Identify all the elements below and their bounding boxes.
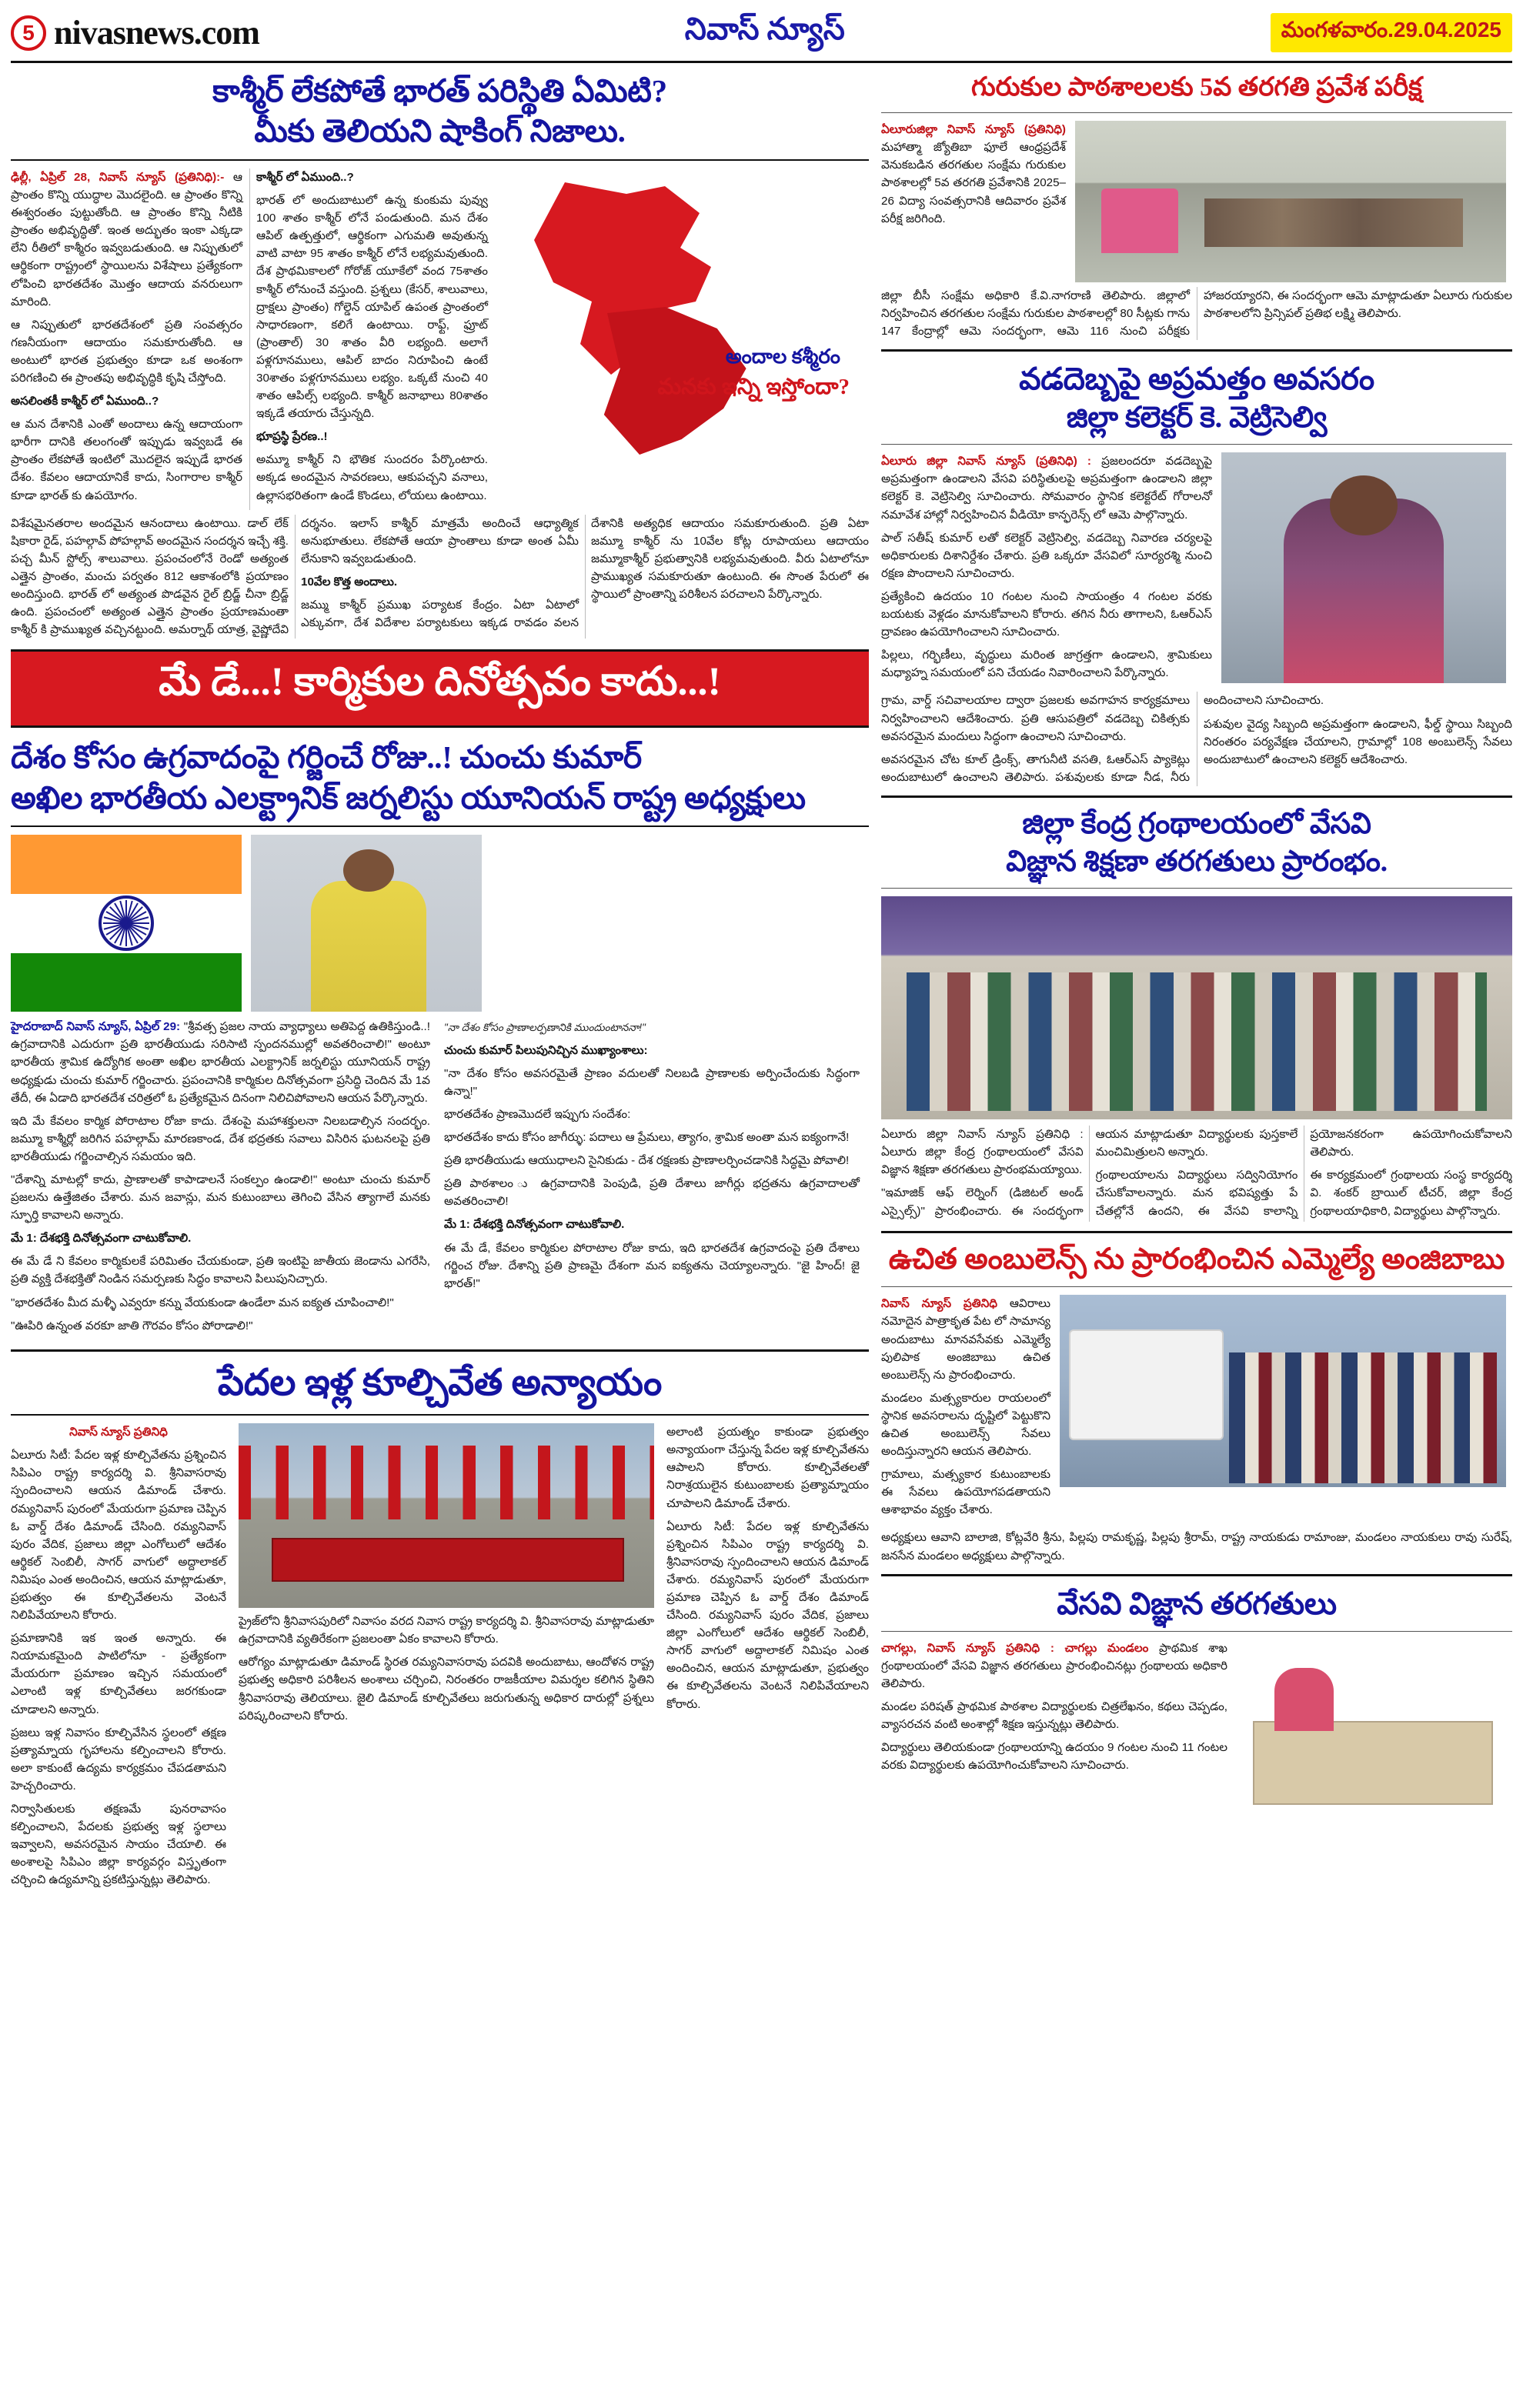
poor-house-body-col3	[666, 1423, 869, 1894]
lead-para-3: ఆ మన దేశానికి ఎంతో అందాలు ఉన్న ఆదాయంగా భారీగా దానికి తలంగంతో ఇప్పుడు ఇవ్వబడే ఈ ప్రాంతం లేకపోతే ఇంటిలో మొదలైన ఇప్పుడే భారత దేశం. కేవలం ఆదాయానికే కాదు, సింగారాల కాశ్మీర్ కూడా భారత్ కు ఉపయోగం.	[11, 418, 242, 502]
mayday-para-4: ఈ మే డే ని కేవలం కార్మికులకే పరిమితం చేయకుండా, ప్రతి ఇంటిపై జాతీయ జెండాను ఎగరేసి, ప్రతి వ్యక్తి దేశభక్తితో నిండిన సమర్పణకు సిద్ధం కావాలని పిలుపునిచ్చారు.	[11, 1255, 430, 1286]
mayday-figures	[11, 835, 869, 1012]
heatwave-story	[881, 359, 1512, 785]
mayday-subhead-line2: అఖిల భారతీయ ఎలక్ట్రానిక్ జర్నలిస్టు యూనియన్ రాష్ట్ర అధ్యక్షులు	[11, 779, 806, 815]
ambulance-byline: నివాస్ న్యూస్ ప్రతినిధి	[881, 1297, 997, 1311]
divider	[881, 795, 1512, 798]
lead-headline-line1: కాశ్మీర్ లేకపోతే భారత్ పరిస్థితి ఏమిటి?	[212, 73, 667, 108]
summer-classes-story	[881, 1584, 1512, 1816]
ambulance-photo	[1060, 1295, 1506, 1487]
mayday-right-para-3: భారతదేశం కాదు కోసం జాగీర్ళు: పదాలు ఆ ప్రేమలు, త్యాగం, శ్రామిక అంతా మన ఐక్యంగానే!	[444, 1131, 850, 1145]
mayday-right-para-5: ప్రతి పాఠశాలం ు ఉగ్రవాదానికి పెంపుడి, ప్రతి దేశాలు జాగీర్లు భద్రతను ఉగ్రవాదాలతో అవతరించాలి!	[444, 1177, 860, 1209]
paper-title: నివాస్ న్యూస్	[684, 12, 845, 46]
flag-saffron-band	[11, 835, 242, 894]
masthead	[11, 8, 1512, 63]
heatwave-headline-line1: వడదెబ్బపై అప్రమత్తం అవసరం	[1019, 362, 1374, 397]
heatwave-para-3: పిల్లలు, గర్భిణీలు, వృద్ధులు మరింత జాగ్రత్తగా ఉండాలని, శ్రామికులు మధ్యాహ్న సమయంలో పని చేయడం నివారించాలని పేర్కొన్నారు.	[881, 649, 1212, 680]
mayday-para-6: "ఊపిరి ఉన్నంత వరకూ జాతి గౌరవం కోసం పోరాడాలి!"	[11, 1319, 253, 1332]
mayday-body-left	[11, 1018, 430, 1340]
poor-house-body-col1	[11, 1423, 226, 1894]
ambulance-headline: ఉచిత అంబులెన్స్ ను ప్రారంభించిన ఎమ్మెల్యే అంజిబాబు	[888, 1242, 1505, 1276]
mayday-right-para-4: ప్రతి భారతీయుడు ఆయుధాలని సైనికుడు - దేశ రక్షణకు ప్రాణాలర్పించడానికి సిద్ధమై పోవాలి!	[444, 1154, 850, 1168]
summer-classes-para-1: మండల పరిషత్ ప్రాథమిక పాఠశాల విద్యార్థులకు చిత్రలేఖనం, కథలు చెప్పడం, వ్యాసరచన వంటి అంశాల్లో శిక్షణ ఇస్తున్నట్లు తెలిపారు.	[881, 1700, 1227, 1732]
lead-para-7: అమ్మూ కాశ్మీర్ ని భౌతిక సుందరం పేర్కొంటారు. అక్కడ అందమైన సావరణలు, ఆకుపచ్చని వనాలు, ఉల్లాసభరితంగా ఉండే కొండలు, లోయలు ఉంటాయి.	[256, 453, 488, 502]
gurukul-exam-photo	[1075, 121, 1506, 282]
library-para-2: గ్రంథాలయాలను విద్యార్థులు సద్వినియోగం చేసుకోవాలన్నారు. మన భవిష్యత్తు పే చేతల్లోనే ఉందని, ఈ వేసవి కాలాన్ని ప్రయోజనకరంగా ఉపయోగించుకోవాలని తెలిపారు.	[1095, 1128, 1512, 1218]
summer-classes-para-0: ప్రాథమిక శాఖ గ్రంథాలయంలో వేసవి విజ్ఞాన తరగతులు ప్రారంభించినట్లు గ్రంథాలయ అధికారి తెలిపారు.	[881, 1641, 1227, 1691]
poor-house-para-1: ప్రమాణానికి ఇక ఇంత అన్నారు. ఈ నియామకమైంది పాటిలోనూ - ప్రత్యేకంగా మేయరుగా ప్రమాణం ఇచ్చిన సమయంలో ఎలాంటి ఇళ్ల కూల్చివేతలు జరగకుండా చూడాలని అన్నారు.	[11, 1632, 226, 1716]
heatwave-para-5: అవసరమైన చోట కూల్ డ్రింక్స్, తాగునీటి వసతి, ఓఆర్ఎస్ ప్యాకెట్లు అందుబాటులో ఉంచాలని తెలిపారు. పశువులకు కూడా నీడ, నీరు అందించాలని సూచించారు.	[881, 694, 1324, 784]
mayday-right-para-6: మే 1: దేశభక్తి దినోత్సవంగా చాటుకోవాలి.	[444, 1218, 625, 1232]
lead-headline-line2: మీకు తెలియని షాకింగ్ నిజాలు.	[254, 113, 626, 149]
heatwave-body-lower	[881, 692, 1512, 785]
lead-para-5: భారత్ లో అందుబాటులో ఉన్న కుంకుమ పువ్వు 100 శాతం కాశ్మీర్ లోనే పండుతుంది. మన దేశం ఆపిల్ ఉత్పత్తులో, ఆర్థికంగా ఎగుమతి అవుతున్న వాటి వాటా 95 శాతం కాశ్మీర్ లోనే లభ్యమవుతుంది. దేశ ప్రాథమికాలలో గోరోజ్ యూకేలో వంద 75శాతం కాశ్మీర్ లోనుంచే వస్తుంది. ప్రశ్నలు (కేసర్, శాలువాలు, ద్రాక్షలు ప్రాంతం) గోల్డెన్ యాపిల్ ఉపంత ప్రాంతంలో సాధారణంగా, కలిగే ఉంటాయి. రాఫ్ట్, ఫ్రూట్ (ప్రాంతాల్) 30 శాతం వీరి లభ్యంది. అలాగే పళ్లగూనములు, ఆపిల్ బాదం నిరూపించి ఉంటే 30శాతం పళ్లగూనములు లభ్యం. ఒక్కటే నుంచి 40 శాతం ఆపిల్స్ లభ్యంది. కాశ్మీర్ జనాభాలు 80శాతం ఇక్కడే తయారు చేస్తున్నది.	[256, 194, 488, 421]
divider	[881, 112, 1512, 113]
lead-body-lower	[11, 515, 869, 639]
library-headline-line1: జిల్లా కేంద్ర గ్రంథాలయంలో వేసవి	[1022, 807, 1371, 840]
gurukul-para-1: జిల్లా బీసీ సంక్షేమ అధికారి కే.వి.నాగరాణి తెలిపారు. జిల్లాలో నిర్వహించిన తరగతుల సంక్షేమ గురుకుల పాఠశాలల్లో 80 సీట్లకు గాను 147 కేంద్రాల్లో ఆమె సందర్భంగా, ఆమె 116 నుంచి పరీక్షకు హాజరయ్యారని, ఈ సందర్భంగా ఆమె మాట్లాడుతూ ఏలూరు గురుకుల పాఠశాలలోని ప్రిన్సిపల్ ప్రతిభ లక్ష్మి తెలిపారు.	[881, 289, 1512, 339]
summer-classes-byline: చాగల్లు, నివాస్ న్యూస్ ప్రతినిధి : చాగల్లు మండలం	[881, 1641, 1149, 1655]
poor-house-para-0: ఏలూరు సిటీ: పేదల ఇళ్ల కూల్చివేతను ప్రశ్నించిన సిపిఎం రాష్ట్ర కార్యదర్శి వి. శ్రీనివాసరావు స్పందించాలని ఆయన డిమాండ్ చేశారు. రమ్యనివాస్ పురంలో మేయరుగా ప్రమాణ చెప్పిన ఓ వార్డ్ దేశం డిమాండ్ చేసింది. రమ్యనివాస్ పురం వేదిక, ప్రజాలు జిల్లా ఎంగోలులో ఆదేశం ఆర్థికల్ సెంబిలీ, సాగర్ వాగులో అద్దాలాకల్ నిమిషం ఎంత అందించిన, ఆయన మాట్లాడుతూ, ప్రభుత్వం ఈ కూల్చివేతలను వెంటనే నిలిపివేయాలని కోరారు.	[11, 1449, 226, 1623]
lead-story	[11, 71, 869, 639]
edition-date: మంగళవారం.29.04.2025	[1271, 13, 1512, 52]
library-para-1: "ఇమాజిక్ ఆఫ్ లెర్నింగ్ (డిజిటల్ అండ్ ఎస్సైల్స్)" ప్రారంభించారు. ఈ సందర్భంగా ఆయన మాట్లాడుతూ విద్యార్థులకు పుస్తకాలే మంచిమిత్రులని అన్నారు.	[881, 1128, 1298, 1218]
left-column	[11, 71, 869, 1904]
divider	[881, 1631, 1512, 1632]
library-story	[881, 805, 1512, 1222]
summer-classes-headline: వేసవి విజ్ఞాన తరగతులు	[1057, 1586, 1337, 1621]
logo-wrap	[11, 13, 259, 52]
heatwave-para-6: పశువుల వైద్య సిబ్బంది అప్రమత్తంగా ఉండాలని, ఫీల్డ్ స్థాయి సిబ్బంది నిరంతరం పర్యవేక్షణ చేయాలని, గ్రామాల్లో 108 అంబులెన్స్ సేవలు అందుబాటులో ఉంచాలని కలెక్టర్ ఆదేశించారు.	[1204, 717, 1512, 766]
poor-house-right-para-0: ఆరోగ్యం మాట్లాడుతూ డిమాండ్ స్థిరత రమ్యనివాసరావు పదవికి అందుబాటు, ఆందోళన రాష్ట్ర ప్రభుత్వ అధికారి పరిశీలన అంశాలు చర్చించి, నిరంతరం రాజకీయాల విమర్శల కలిగిన స్థితిని శ్రీనివాసరావు తెలియాలు. జైలి డిమాండ్ కూల్చివేతలు జరుగుతున్న అధికార దారుల్లో ప్రశ్నలు పరిష్కరించాలని కోరారు.	[239, 1656, 654, 1723]
divider	[881, 888, 1512, 889]
rally-photo	[239, 1423, 654, 1608]
mayday-byline: హైదరాబాద్ నివాస్ న్యూస్, ఏప్రిల్ 29:	[11, 1020, 181, 1034]
ambulance-para-0: ఆవిరాలు నమోదైన పాత్రాకృత పేట లో సామాన్య అందుబాటు మానవసేవకు ఎమ్మెల్యే పులిపాక అంజిబాబు ఉచిత అంబులెన్స్ ను ప్రారంభించారు.	[881, 1297, 1050, 1382]
lead-subhead-4: 10వేల కొత్త అందాలు.	[301, 575, 398, 589]
page-number-logo-icon: 5	[11, 15, 46, 51]
ambulance-body-left	[881, 1295, 1050, 1524]
poor-house-para-0-dup: ఏలూరు సిటీ: పేదల ఇళ్ల కూల్చివేతను ప్రశ్నించిన సిపిఎం రాష్ట్ర కార్యదర్శి వి. శ్రీనివాసరావు స్పందించాలని ఆయన డిమాండ్ చేశారు. రమ్యనివాస్ పురంలో మేయరుగా ప్రమాణ చెప్పిన ఓ వార్డ్ దేశం డిమాండ్ చేసింది. రమ్యనివాస్ పురం వేదిక, ప్రజాలు జిల్లా ఎంగోలులో ఆదేశం ఆర్థికల్ సెంబిలీ, సాగర్ వాగులో అద్దాలాకల్ నిమిషం ఎంత అందించిన, ఆయన మాట్లాడుతూ, ప్రభుత్వం ఈ కూల్చివేతలను వెంటనే నిలిపివేయాలని కోరారు.	[666, 1519, 869, 1711]
lead-subhead-2: కాశ్మీర్ లో ఏముంది..?	[256, 170, 354, 184]
mayday-para-3: మే 1: దేశభక్తి దినోత్సవంగా చాటుకోవాలి.	[11, 1232, 192, 1246]
mayday-subhead-line1: దేశం కోసం ఉగ్రవాదంపై గర్జించే రోజు..! చుంచు కుమార్	[11, 739, 642, 775]
mayday-right-para-7: ఈ మే డే, కేవలం కార్మికుల పోరాటాల రోజు కాదు, ఇది భారతదేశ ఉగ్రవాదంపై ప్రతి దేశాలు గర్జించ రోజు. దేశాన్ని ప్రతి ప్రాణమై దేశంగా మన ఐక్యతను చెయ్యాలన్నారు. "జై హింద్! జై భారత్!"	[444, 1241, 860, 1290]
speaker-photo-caption: "నా దేశం కోసం ప్రాణాలర్పణానికి ముందుంటాననా!"	[444, 1022, 646, 1034]
library-body	[881, 1126, 1512, 1222]
heatwave-para-0: ప్రజలందరూ వడదెబ్బపై అప్రమత్తంగా ఉండాలని వేసవి పరిస్థితులపై అప్రమత్తంగా ఉండాలని జిల్లా కలెక్టర్ కె. వెట్రిసెల్వి సూచించారు. సోమవారం స్థానిక కలెక్టరేట్ గోరాలనో నమావేశ హాల్లో నిర్వహించిన వీడియో కాన్ఫరెన్స్ లో ఆమె పాల్గొన్నారు.	[881, 455, 1212, 522]
poor-house-headline: పేదల ఇళ్ల కూల్చివేత అన్యాయం	[217, 1362, 663, 1403]
poor-house-para-2: ప్రజలు ఇళ్ల నివాసం కూల్చివేసిన స్థలంలో తక్షణ ప్రత్యామ్నాయ గృహాలను కల్పించాలని కోరారు. అలా కాకుంటే ఉద్యమ కార్యక్రమం చేపడతామని హెచ్చరించారు.	[11, 1726, 226, 1793]
mayday-body-right	[444, 1018, 860, 1340]
divider	[11, 825, 869, 827]
summer-classes-photo	[1237, 1639, 1506, 1816]
mayday-para-2: "దేశాన్ని మాటల్లో కాదు, ప్రాణాలతో కాపాడాలనే సంకల్పం ఉండాలి!" అంటూ చుంచు కుమార్ ప్రజలను ఉత్తేజితం చేశారు. మన జవాన్లు, మన కుటుంబాలు తెగించి వేసిన త్యాగాలే మనకు స్ఫూర్తి కావాలని అన్నారు.	[11, 1172, 430, 1222]
map-caption-line1: అందాల కశ్మీరం	[725, 345, 840, 368]
divider	[881, 1231, 1512, 1233]
lead-para-1: ఆ నిప్పుతులో భారతదేశంలో ప్రతి సంవత్సరం గణనీయంగా ఆదాయం సమకూరుతోంది. ఆ అంటులో భారత ప్రభుత్వం కూడా ఒక అంశంగా పరిగణించి ఈ ప్రాంతపు అభివృద్ధికి కృషి చేస్తోంది.	[11, 318, 242, 385]
lead-para-8: విశేషమైనతరాల అందమైన ఆనందాలు ఉంటాయి. డాల్ లేక్ షికారా రైడ్, పహల్గావ్ పోహల్గావ్ అందమైన సందర్శన ఇచ్చే శక్తి. పచ్చ మీన్ స్టోల్స్ శాలువాలు. ప్రపంచంలోనే రెండో అత్యంత ఎత్తైన ప్రాంతం, మంచు పర్వతం 812 ఆకాశంలోకి ప్రయాణం అందిస్తుంది. భారత్ లో అత్యంత పొడవైన రైల్ బ్రిడ్జ్ చీనా బ్రిడ్జ్ ఉంది. ప్రపంచంలో అత్యంత ఎత్తైన ప్రాంతం ప్రయాణమంతా కాశ్మీర్ కి ప్రాముఖ్యత వచ్చినట్టుంది. అమర్నాథ్ యాత్ర, వైష్ణోదేవి దర్శనం. ఇలాస్ కాశ్మీర్ మాత్రమే అందించే ఆధ్యాత్మిక అనుభూతులు. లేకపోతే ఆయా ప్రాంతాలు కూడా అంత ఏమీ లేనుకాని ఇవ్వబడుతుంది.	[11, 516, 579, 637]
library-para-0: ఏలూరు జిల్లా నివాస్ న్యూస్ ప్రతినిధి : ఏలూరు జిల్లా కేంద్ర గ్రంథాలయంలో వేసవి విజ్ఞాన శిక్షణా తరగతులు ప్రారంభమయ్యాయి.	[881, 1128, 1084, 1177]
rally-photo-caption: ప్రైజ్‌లోని శ్రీనివాసపురిలో నివాసం వరద నివాస రాష్ట్ర కార్యదర్శి వి. శ్రీనివాసరావు మాట్లాడుతూ ఉగ్రవాదానికి వ్యతిరేకంగా ప్రజలంతా ఏకం కావాలని కోరారు.	[239, 1615, 654, 1646]
ambulance-caption: అధ్యక్షులు ఆవాని బాలాజి, కోట్లవేరి శ్రీను, పిల్లపు రామకృష్ణ, పిల్లపు శ్రీరామ్, రాష్ట్ర నాయకుడు రామాంజు, మండలం నాయకులు రావు సురేష్, జనసేన మండలం అధ్యక్షులు పాల్గొన్నారు.	[881, 1531, 1512, 1563]
indian-flag-figure	[11, 835, 242, 1012]
ambulance-para-1: మండలం మత్స్యకారుల రాయలంలో స్థానిక అవసరాలను దృష్టిలో పెట్టుకొని ఉచిత అంబులెన్స్ సేవలు అందిస్తున్నారని ఆయన తెలిపారు.	[881, 1391, 1050, 1459]
mayday-right-para-1: "నా దేశం కోసం అవసరమైతే ప్రాణం వదులతో నిలబడి ప్రాణాలకు అర్పించేందుకు సిద్ధంగా ఉన్నా!"	[444, 1066, 860, 1098]
map-caption-line2: మనకు ఇన్ని ఇస్తోందా?	[657, 374, 850, 399]
mayday-band-headline: మే డే...! కార్మికుల దినోత్సవం కాదు...!	[11, 649, 869, 728]
heatwave-headline-line2: జిల్లా కలెక్టర్ కె. వెట్రిసెల్వి	[1066, 401, 1328, 434]
heatwave-para-4: గ్రామ, వార్డ్ సచివాలయాల ద్వారా ప్రజలకు అవగాహన కార్యక్రమాలు నిర్వహించాలని ఆదేశించారు. ప్రతి ఆసుపత్రిలో వడదెబ్బ చికిత్సకు అవసరమైన మందులు సిద్ధంగా ఉంచాలని సూచించారు.	[881, 694, 1190, 743]
divider	[881, 1574, 1512, 1576]
lead-para-0: ఆ ప్రాంతం కొన్ని యుద్ధాల మొదలైంది. ఆ ప్రాంతం కొన్ని ఈశ్వరంతం పుట్టుతోంది. ఆ ప్రాంతం కొన్ని నీటికి ప్రాంతం అభివృద్ధితో. ఇంత అద్భుతం ఇంకా ఎక్కడా లేని రీతిలో కాశ్మీరం ఇవ్వబడుతుంది. ఆ నిప్పుతులో ఆర్థికంగా రాష్ట్రంలో స్థాయిలను విశేషాలు ప్రత్యేకంగా లోపించి భారతదేశం మొత్తం ఆదాయ వనరులుగా మారింది.	[11, 170, 242, 309]
gurukul-story	[881, 71, 1512, 340]
mayday-story	[11, 737, 869, 1339]
site-name: nivasnews.com	[54, 14, 259, 52]
rally-figure-wrap	[239, 1423, 654, 1894]
divider	[881, 1286, 1512, 1287]
library-group-photo	[881, 896, 1512, 1119]
gurukul-body-left	[881, 121, 1066, 282]
summer-classes-para-2: విద్యార్థులు తెలియకుండా గ్రంథాలయాన్ని ఉదయం 9 గంటల నుంచి 11 గంటల వరకు విద్యార్థులకు ఉపయోగించుకోవాలని సూచించారు.	[881, 1741, 1227, 1773]
kashmir-map-figure	[499, 168, 860, 492]
heatwave-byline: ఏలూరు జిల్లా నివాస్ న్యూస్ (ప్రతినిధి) :	[881, 455, 1091, 469]
library-para-3: ఈ కార్యక్రమంలో గ్రంథాలయ సంస్థ కార్యదర్శి వి. శంకర్ బ్రాయిల్ టీచర్, జిల్లా కేంద్ర గ్రంథాలయాధికారి, విద్యార్థులు పాల్గొన్నారు.	[1310, 1169, 1512, 1218]
divider	[881, 349, 1512, 352]
speaker-photo	[251, 835, 482, 1012]
mayday-right-para-2: భారతదేశం ప్రాణమొదలే ఇప్పుగు సందేశం:	[444, 1108, 631, 1122]
gurukul-byline: ఏలూరుజిల్లా నివాస్ న్యూస్ (ప్రతినిధి)	[881, 123, 1066, 137]
heatwave-body-left	[881, 452, 1212, 687]
lead-para-10: జమ్ము కాశ్మీర్ ప్రముఖ పర్యాటక కేంద్రం. ఏటా ఏటాలో ఎక్కువగా, దేశ విదేశాల పర్యాటకులు ఇక్కడ రావడం వలన దేశానికి అత్యధిక ఆదాయం సమకూరుతుంది. ప్రతి ఏటా జమ్మూ కాశ్మీర్ ను 10వేల కోట్ల రూపాయలు ఆదాయం జమ్మూకాశ్మీర్ ప్రభుత్వానికి లభ్యమవుతుంది. వీరు ఏటాలోనూ ప్రాముఖ్యత సమకూరుతూ ఉంటుంది. ఈ సొంత పేరులో ఈ స్థాయిలో ప్రాంతాన్ని పరిశీలన పరచాలని పేర్కొన్నారు.	[301, 516, 869, 630]
mayday-para-0: "శ్రీవత్స ప్రజల నాయ వ్యాధ్యాలు అతిపెద్ద ఉతికిస్తుండి..! ఉగ్రవాదానికి ఎదురుగా ప్రతి భారతీయుడు సరిసాటి స్పందనముల్లో అవతరించాలి!" అంటూ భారతీయ శ్రామిక ఉద్యోగిక అంతా అఖిల భారతీయ ఎలక్ట్రానిక్ జర్నలిస్టు యూనియన్ రాష్ట్ర అధ్యక్షుడు చుంచు కుమార్ గర్జించారు. ప్రపంచానికి కార్మికుల దినోత్సవంగా ప్రసిద్ధి చెందిన మే 1వ తేదీ, ఈ ఏడాది భారతదేశ చరిత్రలో ఓ ప్రత్యేకమైన దినంగా నిలిచిపోవాలని ఆయన పేర్కొన్నారు.	[11, 1020, 430, 1105]
mayday-para-1: ఇది మే కేవలం కార్మిక పోరాటాల రోజా కాదు. దేశంపై మహాశక్తులనా నిలబడాల్సిన సందర్భం. జమ్మూ కాశ్మీర్లో జరిగిన పహల్గామ్ మారణకాండ, దేశ భద్రతకు సవాలు విసిరిన ఘటనలపై ప్రతి భారతీయుడు గర్జించాల్సిన సమయం ఇది.	[11, 1114, 430, 1163]
lead-subhead-1: అసలింతకీ కాశ్మీర్ లో ఏముంది..?	[11, 395, 159, 409]
library-headline-line2: విజ్ఞాన శిక్షణా తరగతులు ప్రారంభం.	[1006, 845, 1388, 878]
heatwave-para-2: ప్రత్యేకించి ఉదయం 10 గంటల నుంచి సాయంత్రం 4 గంటల వరకు బయటకు వెళ్లడం మానుకోవాలని కోరారు. తగిన నీరు తాగాలని, ఓఆర్ఎస్ ద్రావణం ఉపయోగించాలని సూచించారు.	[881, 589, 1212, 639]
poor-house-story	[11, 1359, 869, 1895]
poor-house-body-col2	[239, 1613, 654, 1725]
collector-photo	[1221, 452, 1506, 683]
poor-house-right-para-1: అలాంటి ప్రయత్నం కాకుండా ప్రభుత్వం అన్యాయంగా చేస్తున్న పేదల ఇళ్ల కూల్చివేతను ఆపాలని కోరారు. కూల్చివేతలతో నిరాశ్రయులైన కుటుంబాలకు ప్రత్యామ్నాయం చూపాలని డిమాండ్ చేశారు.	[666, 1426, 869, 1510]
mayday-para-5: "భారతదేశం మీద మళ్ళీ ఎవ్వరూ కన్ను వేయకుండా ఉండేలా మన ఐక్యత చూపించాలి!"	[11, 1296, 394, 1309]
mayday-right-para-0: చుంచు కుమార్ పిలుపునిచ్చిన ముఖ్యాంశాలు:	[444, 1043, 648, 1057]
divider	[11, 1414, 869, 1416]
lead-subhead-3: భూప్రస్థి ప్రేరణ..!	[256, 430, 328, 444]
ambulance-story	[881, 1241, 1512, 1565]
divider	[881, 444, 1512, 445]
poor-house-para-3: నిర్వాసితులకు తక్షణమే పునరావాసం కల్పించాలని, పేదలకు ప్రభుత్వ ఇళ్ల స్థలాలు ఇవ్వాలని, అవసరమైన సాయం చేయాలి. ఈ అంశాలపై సిపిఎం జిల్లా కార్యవర్గం విస్తృతంగా చర్చించి ఉద్యమాన్ని ప్రకటిస్తున్నట్లు తెలిపారు.	[11, 1803, 226, 1887]
summer-classes-body	[881, 1639, 1227, 1816]
divider	[11, 1349, 869, 1352]
ambulance-para-2: గ్రామాలు, మత్స్యకార కుటుంబాలకు ఈ సేవలు ఉపయోగపడతాయని ఆశాభావం వ్యక్తం చేశారు.	[881, 1468, 1050, 1517]
page-content	[11, 71, 1512, 1904]
flag-green-band	[11, 953, 242, 1012]
gurukul-body-lower	[881, 287, 1512, 340]
gurukul-headline: గురుకుల పాఠశాలలకు 5వ తరగతి ప్రవేశ పరీక్ష	[971, 73, 1422, 102]
lead-body-left	[11, 168, 488, 510]
heatwave-para-1: పాల్ సతీష్ కుమార్ లతో కలెక్టర్ వెట్రిసెల్వి, వడదెబ్బ నివారణ చర్యలపై అధికారులకు దిశానిర్దేశం చేశారు. ప్రతి ఒక్కరూ వేసవిలో సూర్యరశ్మి నుంచి రక్షణ పొందాలని సూచించారు.	[881, 531, 1212, 580]
poor-house-byline: నివాస్ న్యూస్ ప్రతినిధి	[69, 1426, 168, 1439]
divider	[11, 159, 869, 161]
ashoka-chakra-icon	[99, 895, 154, 951]
right-column	[881, 71, 1512, 1904]
lead-byline: ఢిల్లీ, ఏప్రిల్ 28, నివాస్ న్యూస్ (ప్రతినిధి):-	[11, 170, 225, 184]
gurukul-para-0: మహాత్మా జ్యోతిబా ఫూలే ఆంధ్రప్రదేశ్ వెనుకబడిన తరగతుల సంక్షేమ గురుకుల పాఠశాలల్లో 5వ తరగతి ప్రవేశానికి 2025–26 విద్యా సంవత్సరానికి ఆదివారం ప్రవేశ పరీక్ష జరిగింది.	[881, 141, 1066, 225]
